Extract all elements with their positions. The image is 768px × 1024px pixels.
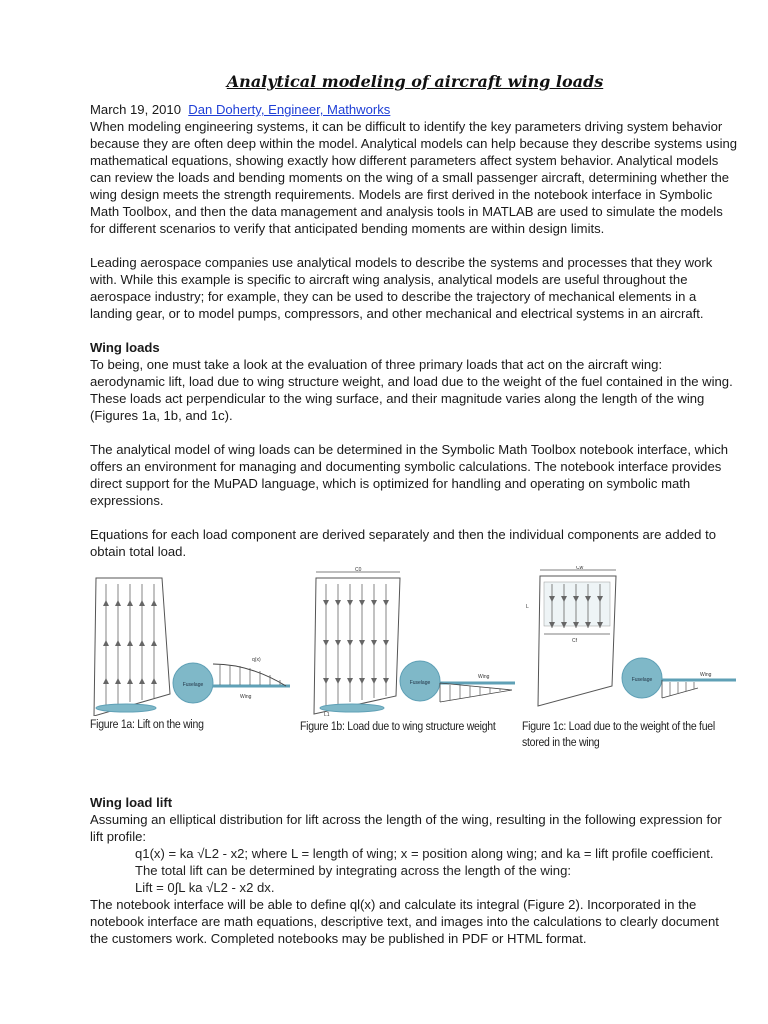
- article-date: March 19, 2010: [90, 102, 181, 117]
- author-link[interactable]: Dan Doherty, Engineer, Mathworks: [188, 102, 391, 117]
- svg-text:C0: C0: [355, 567, 362, 573]
- figure-1c-diagram: [522, 566, 740, 718]
- equation-lift-profile: [90, 845, 738, 879]
- section-heading-wing-loads: Wing loads: [90, 340, 160, 355]
- figures-row: [90, 566, 738, 788]
- byline: [90, 101, 738, 118]
- paragraph-2: Leading aerospace companies use analytical models to describe the systems and processes that they work with. While this example is specific to aircraft wing analysis, analytical models are useful throughout the aerospace industry; for example, they can be used to describe the trajectory of mechanical elements in a landing gear, or to model pumps, compressors, and other mechanical and electrical systems in an aircraft.: [90, 255, 713, 321]
- svg-text:Wing: Wing: [700, 672, 712, 678]
- figure-1b-caption: Figure 1b: Load due to wing structure weight: [300, 719, 496, 733]
- section-heading-wing-load-lift: Wing load lift: [90, 795, 173, 810]
- wing-loads-paragraph-2: The analytical model of wing loads can be determined in the Symbolic Math Toolbox notebook interface, which offers an environment for managing and documenting symbolic calculations. The notebook interface provides direct support for the MuPAD language, which is optimized for handling and operating on symbolic math expressions.: [90, 442, 729, 508]
- wing-loads-paragraph-3: Equations for each load component are derived separately and then the individual components are added to obtain total load.: [90, 527, 717, 559]
- figure-1b: [300, 566, 520, 734]
- svg-text:L1: L1: [324, 712, 330, 718]
- equation-total-lift: Lift = 0∫L ka √L2 - x2 dx.: [135, 880, 275, 895]
- figure-1a-diagram: [90, 566, 295, 716]
- equation-lift-profile-text: q1(x) = ka √L2 - x2; where L = length of wing; x = position along wing; and ka = lift profile coefficient. The total lift can be determined by integrating across the length of the wing:: [135, 846, 714, 878]
- svg-text:Fuselage: Fuselage: [182, 682, 204, 688]
- figure-1c-caption-line-1: Figure 1c: Load due to the weight of the fuel: [522, 719, 715, 733]
- lift-paragraph-1: Assuming an elliptical distribution for lift across the length of the wing, resulting in the following expression for lift profile:: [90, 812, 722, 844]
- lift-paragraph-2: The notebook interface will be able to define ql(x) and calculate its integral (Figure 2). Incorporated in the notebook interface are math equations, descriptive text, and images into the calculations to clearly document the customers work. Completed notebooks may be published in PDF or HTML format.: [90, 897, 719, 946]
- svg-text:Cf: Cf: [572, 638, 577, 644]
- wing-loads-paragraph-1: To being, one must take a look at the evaluation of three primary loads that act on the aircraft wing: aerodynamic lift, load due to wing structure weight, and load due to the weight of the fuel contained in the wing. These loads act perpendicular to the wing surface, and their magnitude varies along the length of the wing (Figures 1a, 1b, and 1c).: [90, 357, 733, 423]
- figure-1b-diagram: [300, 566, 520, 718]
- svg-text:Fuselage: Fuselage: [631, 677, 653, 683]
- figure-1a-caption: Figure 1a: Lift on the wing: [90, 717, 204, 731]
- figure-1a: [90, 566, 295, 732]
- figure-1c: [522, 566, 740, 750]
- article-title: Analytical modeling of aircraft wing loads: [226, 72, 604, 91]
- svg-text:q(x): q(x): [252, 657, 261, 663]
- svg-text:Wing: Wing: [240, 694, 252, 700]
- svg-text:Wing: Wing: [478, 674, 490, 680]
- svg-text:L: L: [526, 604, 529, 610]
- svg-text:Cw: Cw: [576, 566, 584, 571]
- intro-paragraph: When modeling engineering systems, it can be difficult to identify the key parameters driving system behavior because they are often deep within the model. Analytical models can help because they describe systems using mathematical equations, showing exactly how different parameters affect system behavior. Analytical models can review the loads and bending moments on the wing of a small passenger aircraft, determining whether the wing design meets the strength requirements. Models are first derived in the notebook interface in Symbolic Math Toolbox, and then the data management and analysis tools in MATLAB are used to simulate the models for different scenarios to verify that anticipated bending moments are within design limits.: [90, 119, 738, 236]
- figure-1c-caption-line-2: stored in the wing: [522, 735, 600, 749]
- article-body: [90, 101, 738, 947]
- svg-text:Fuselage: Fuselage: [409, 680, 431, 686]
